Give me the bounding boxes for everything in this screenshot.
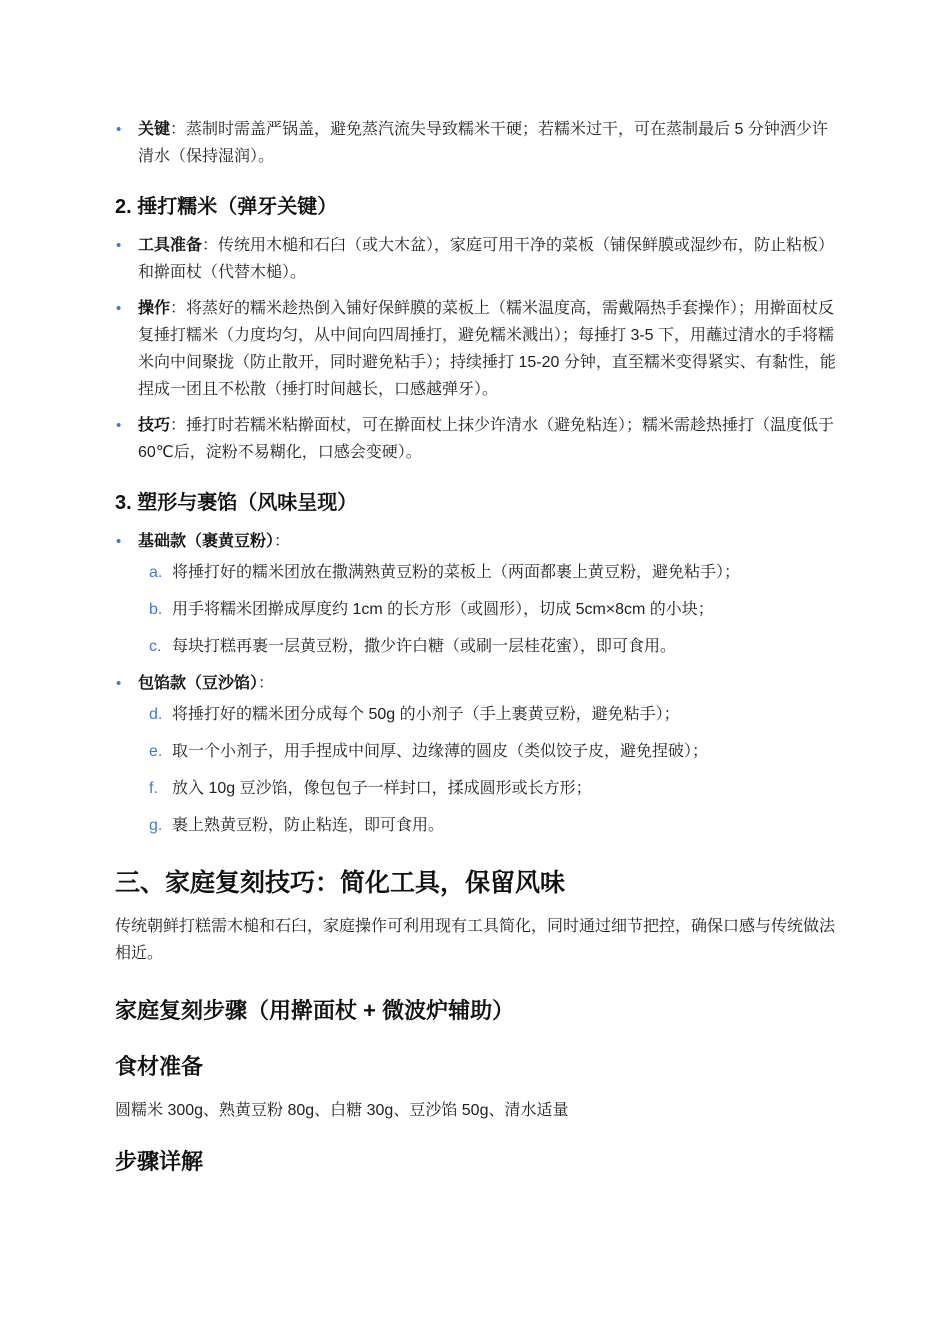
list-item: • 操作：将蒸好的糯米趁热倒入铺好保鲜膜的菜板上（糯米温度高，需戴隔热手套操作）；用擀面杖反复捶打糯米（力度均匀，从中间向四周捶打，避免糯米溅出）；每捶打 3-5 下，用蘸过清水的手将糯米向中间聚拢（防止散开，同时避免粘手）；持续捶打 15-20 分钟，直至糯米变得紧实、有黏性，能捏成一团且不松散（捶打时间越长，口感越弹牙）。: [115, 295, 838, 403]
bullet-text: 捶打时若糯米粘擀面杖，可在擀面杖上抹少许清水（避免粘连）；糯米需趁热捶打（温度低于 60℃后，淀粉不易糊化，口感会变硬）。: [138, 417, 835, 461]
list-item: f. 放入 10g 豆沙馅，像包包子一样封口，揉成圆形或长方形；: [138, 775, 838, 802]
section-heading-shaping: 3. 塑形与裹馅（风味呈现）: [115, 492, 358, 514]
filled-steps-list: [115, 701, 838, 839]
list-item: e. 取一个小剂子，用手捏成中间厚、边缘薄的圆皮（类似饺子皮，避免捏破）；: [138, 738, 838, 765]
bullet-label: 操作: [138, 300, 171, 317]
bullet-text: 将蒸好的糯米趁热倒入铺好保鲜膜的菜板上（糯米温度高，需戴隔热手套操作）；用擀面杖反复捶打糯米（力度均匀，从中间向四周捶打，避免糯米溅出）；每捶打 3-5 下，用蘸过清水的手将糯米向中间聚拢（防止散开，同时避免粘手）；持续捶打 15-20 分钟，直至糯米变得紧实、有黏性，能捏成一团且不松散（捶打时间越长，口感越弹牙）。: [138, 300, 836, 398]
bullet-label: 关键: [138, 121, 171, 138]
list-item: a. 将捶打好的糯米团放在撒满熟黄豆粉的菜板上（两面都裹上黄豆粉，避免粘手）；: [138, 559, 838, 586]
list-item: • 基础款（裹黄豆粉）：: [115, 528, 838, 555]
bullet-label: 工具准备: [138, 237, 203, 254]
step-marker: b.: [149, 601, 163, 618]
list-item: g. 裹上熟黄豆粉，防止粘连，即可食用。: [138, 812, 838, 839]
list-item: d. 将捶打好的糯米团分成每个 50g 的小剂子（手上裹黄豆粉，避免粘手）；: [138, 701, 838, 728]
bullet-label: 基础款（裹黄豆粉）: [138, 533, 275, 550]
ingredients-text: 圆糯米 300g、熟黄豆粉 80g、白糖 30g、豆沙馅 50g、清水适量: [115, 1102, 569, 1119]
steaming-tail-list: [115, 116, 838, 170]
shaping-list: [115, 528, 838, 839]
list-item: • 技巧：捶打时若糯米粘擀面杖，可在擀面杖上抹少许清水（避免粘连）；糯米需趁热捶打（温度低于 60℃后，淀粉不易糊化，口感会变硬）。: [115, 412, 838, 466]
steps-heading: 家庭复刻步骤（用擀面杖 + 微波炉辅助）: [115, 998, 515, 1023]
step-marker: a.: [149, 564, 163, 581]
basic-steps-list: [115, 559, 838, 660]
step-marker: c.: [149, 638, 162, 655]
step-marker: e.: [149, 743, 163, 760]
bullet-label: 技巧: [138, 417, 171, 434]
step-marker: f.: [149, 780, 158, 797]
basic-steps-wrapper: [115, 559, 838, 660]
list-item: b. 用手将糯米团擀成厚度约 1cm 的长方形（或圆形），切成 5cm×8cm 的小块；: [138, 596, 838, 623]
section-heading-home: 三、家庭复刻技巧：简化工具，保留风味: [115, 869, 566, 897]
bullet-label: 包馅款（豆沙馅）: [138, 675, 259, 692]
list-item: c. 每块打糕再裹一层黄豆粉，撒少许白糖（或刷一层桂花蜜），即可食用。: [138, 633, 838, 660]
section-heading-pounding: 2. 捶打糯米（弹牙关键）: [115, 196, 338, 218]
filled-steps-wrapper: [115, 701, 838, 839]
ingredients-heading: 食材准备: [115, 1054, 204, 1079]
step-marker: d.: [149, 706, 163, 723]
step-marker: g.: [149, 817, 163, 834]
home-intro: 传统朝鲜打糕需木槌和石臼，家庭操作可利用现有工具简化，同时通过细节把控，确保口感与传统做法相近。: [115, 918, 836, 962]
bullet-text: 传统用木槌和石臼（或大木盆），家庭可用干净的菜板（铺保鲜膜或湿纱布，防止粘板）和擀面杖（代替木槌）。: [138, 237, 835, 281]
list-item: • 关键：蒸制时需盖严锅盖，避免蒸汽流失导致糯米干硬；若糯米过干，可在蒸制最后 5 分钟洒少许清水（保持湿润）。: [115, 116, 838, 170]
details-heading: 步骤详解: [115, 1149, 204, 1174]
list-item: • 工具准备：传统用木槌和石臼（或大木盆），家庭可用干净的菜板（铺保鲜膜或湿纱布，防止粘板）和擀面杖（代替木槌）。: [115, 232, 838, 286]
bullet-text: 蒸制时需盖严锅盖，避免蒸汽流失导致糯米干硬；若糯米过干，可在蒸制最后 5 分钟洒少许清水（保持湿润）。: [138, 121, 828, 165]
list-item: • 包馅款（豆沙馅）：: [115, 670, 838, 697]
pounding-list: [115, 232, 838, 466]
